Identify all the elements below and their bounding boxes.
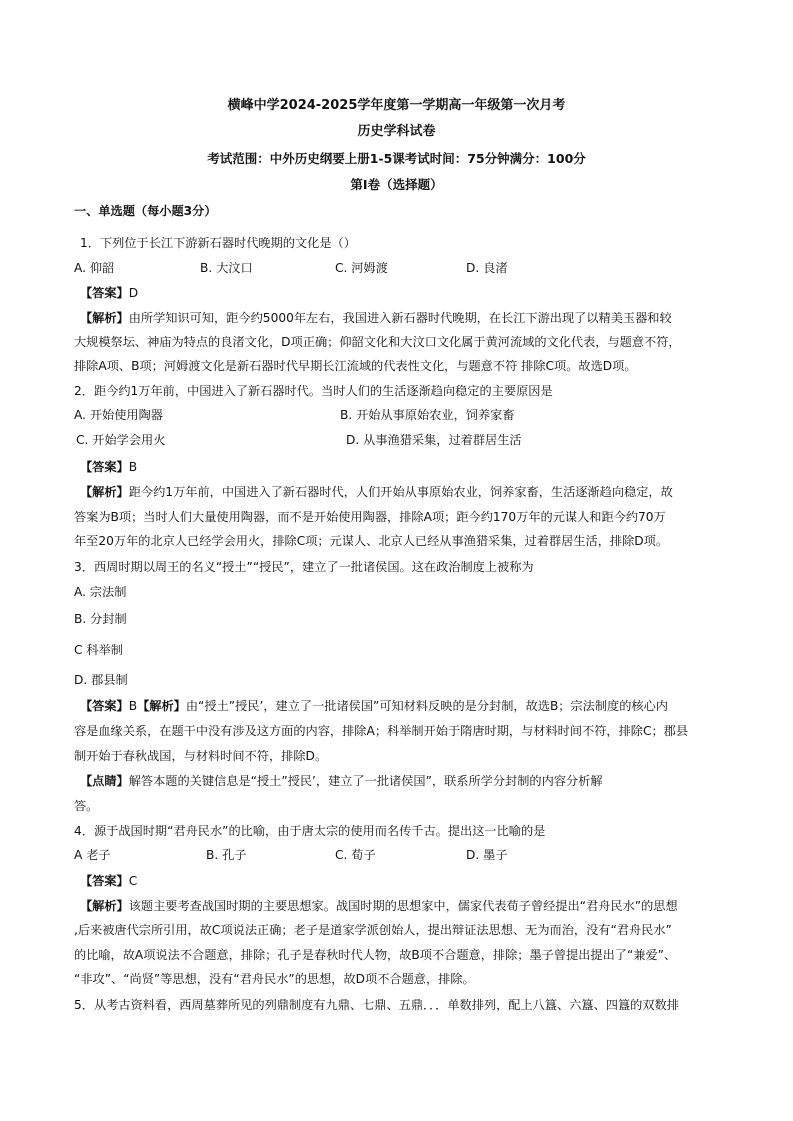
q1-stem: 1．下列位于长江下游新石器时代晚期的文化是（） [80,236,356,250]
q2-option-c: C. 开始学会用火 [76,433,166,447]
analysis-text: 距今约1万年前，中国进入了新石器时代，人们开始从事原始农业，饲养家畜，生活逐渐趋向稳定，故 [128,485,673,499]
q3-comment [80,772,730,790]
comment-text: 解答本题的关键信息是“授土”授民’，建立了一批诸侯国”，联系所学分封制的内容分析解 [128,774,603,788]
q4-option-c: C. 荀子 [335,848,376,862]
q3-comment-line: 答。 [74,799,99,813]
answer-value: B [128,460,138,474]
q3-answer-analysis [80,697,730,715]
volume-title: 第Ⅰ卷（选择题） [350,177,443,192]
q1-analysis-line: 排除A项、B项；河姆渡文化是新石器时代早期长江流域的代表性文化，与题意不符 排除C项。故选D项。 [74,359,637,373]
q3-option-d: D. 郡县制 [74,673,128,687]
answer-value: D [128,286,139,300]
comment-label: 【点睛】 [80,774,129,788]
subject-title: 历史学科试卷 [357,124,436,139]
q4-stem: 4．源于战国时期“君舟民水”的比喻，由于唐太宗的使用而名传千古。提出这一比喻的是 [74,824,546,838]
analysis-text: 由所学知识可知，距今约5000年左右，我国进入新石器时代晚期，在长江下游出现了以精美玉器和较 [128,311,672,325]
q3-option-c: C 科举制 [74,643,123,657]
q4-option-d: D. 墨子 [466,848,508,862]
analysis-text: 由“授土”授民’，建立了一批诸侯国”可知材料反映的是分封制，故选B；宗法制度的核心内 [185,699,668,713]
answer-label: 【答案】 [80,460,129,474]
answer-value: B [128,699,138,713]
analysis-label: 【解析】 [80,311,129,325]
q4-analysis-line [80,897,730,915]
q2-analysis-line [80,483,730,501]
q2-analysis-line: 年至20万年的北京人已经学会用火，排除C项；元谋人、北京人已经从事渔猎采集，过着群居生活，排除D项。 [74,534,669,548]
answer-label: 【答案】 [80,874,129,888]
exam-info: 考试范围：中外历史纲要上册1-5课考试时间：75分钟满分：100分 [207,151,586,166]
q1-analysis-line [80,309,730,327]
q2-option-d: D. 从事渔猎采集，过着群居生活 [346,433,522,447]
q3-stem: 3．西周时期以周王的名义“授土”“授民”，建立了一批诸侯国。这在政治制度上被称为 [74,560,534,574]
q4-option-a: A 老子 [74,848,111,862]
q1-option-c: C. 河姆渡 [335,261,388,275]
q3-analysis-line: 容是血缘关系，在题干中没有涉及这方面的内容，排除A；科举制开始于隋唐时期，与材料时间不符，排除C；郡县 [74,724,689,738]
q1-answer [80,284,730,302]
analysis-label: 【解析】 [80,899,129,913]
q2-stem: 2．距今约1万年前，中国进入了新石器时代。当时人们的生活逐渐趋向稳定的主要原因是 [74,384,553,398]
analysis-text: 该题主要考查战国时期的主要思想家。战国时期的思想家中，儒家代表荀子曾经提出“君舟民水”的思想 [128,899,678,913]
q1-option-b: B. 大汶口 [200,261,253,275]
q4-answer [80,872,730,890]
q3-option-a: A. 宗法制 [74,585,127,599]
q1-option-a: A. 仰韶 [74,261,115,275]
answer-label: 【答案】 [80,286,129,300]
q4-option-b: B. 孔子 [206,848,247,862]
q1-analysis-line: 大规模祭坛、神庙为特点的良渚文化，D项正确；仰韶文化和大汶口文化属于黄河流域的文化代表，与题意不符， [74,335,681,349]
q2-option-a: A. 开始使用陶器 [74,408,163,422]
q5-stem: 5．从考古资料看，西周墓葬所见的列鼎制度有九鼎、七鼎、五鼎．．．单数排列，配上八簋、六簋、四簋的双数排 [74,998,679,1012]
q4-analysis-line: “非攻”、“尚贤”等思想，没有“君舟民水”的思想，故D项不合题意，排除。 [74,972,475,986]
q4-analysis-line: ,后来被唐代宗所引用，故C项说法正确；老子是道家学派创始人，提出辩证法思想、无为而治，没有“君舟民水” [74,923,672,937]
q3-analysis-line: 制开始于春秋战国，与材料时间不符，排除D。 [74,749,328,763]
exam-title: 横峰中学2024-2025学年度第一学期高一年级第一次月考 [227,98,566,113]
q3-option-b: B. 分封制 [74,612,127,626]
q1-option-d: D. 良渚 [466,261,508,275]
q2-answer [80,458,730,476]
q2-analysis-line: 答案为B项；当时人们大量使用陶器，而不是开始使用陶器，排除A项；距今约170万年的元谋人和距今约70万 [74,510,666,524]
analysis-label: 【解析】 [80,485,129,499]
answer-value: C [128,874,138,888]
section-heading: 一、单选题（每小题3分） [74,204,217,218]
answer-label: 【答案】 [80,699,129,713]
q2-option-b: B. 开始从事原始农业，饲养家畜 [340,408,515,422]
analysis-label: 【解析】 [137,699,186,713]
q4-analysis-line: 的比喻，故A项说法不合题意，排除；孔子是春秋时代人物，故B项不合题意，排除；墨子曾提出提出了“兼爱”、 [74,948,677,962]
